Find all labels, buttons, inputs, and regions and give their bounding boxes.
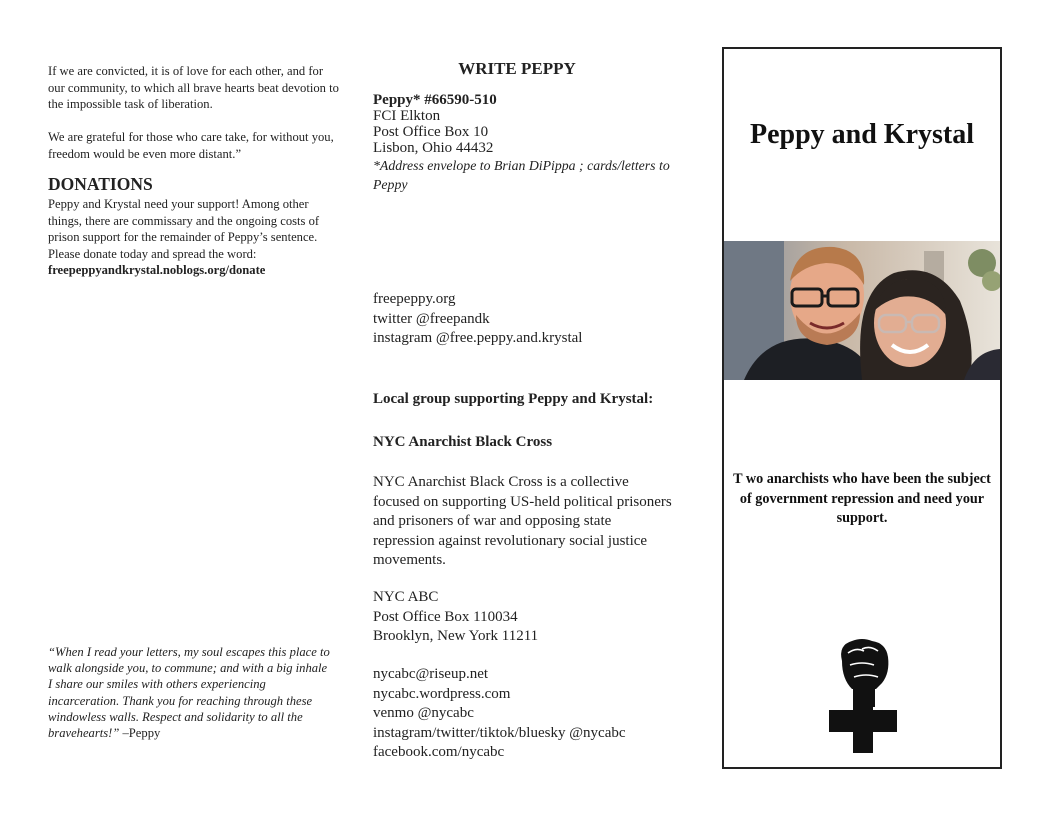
address-note: *Address envelope to Brian DiPippa ; cards/letters to Peppy [373,158,670,192]
link-instagram[interactable]: instagram @free.peppy.and.krystal [373,330,583,346]
abc-facebook[interactable]: facebook.com/nycabc [373,744,505,760]
link-website[interactable]: freepeppy.org [373,291,456,307]
abc-social[interactable]: instagram/twitter/tiktok/bluesky @nycabc [373,724,626,741]
fist-cross-icon [828,635,898,755]
abc-website[interactable]: nycabc.wordpress.com [373,685,511,702]
abc-description: NYC Anarchist Black Cross is a collective focused on supporting US-held political prisoners and prisoners of war and opposing state repression against revolutionary social justice movements. [373,474,672,568]
couple-photo-image [724,241,1000,380]
abc-address-line: Brooklyn, New York 11211 [373,628,539,644]
abc-venmo[interactable]: venmo @nycabc [373,705,474,721]
donations-link[interactable]: freepeppyandkrystal.noblogs.org/donate [48,263,266,277]
link-twitter[interactable]: twitter @freepandk [373,310,490,327]
abc-address-line: NYC ABC [373,589,439,605]
donations-heading: DONATIONS [48,174,153,194]
address-line: FCI Elkton [373,108,441,124]
cover-tagline: T wo anarchists who have been the subject of government repression and need your support. [733,471,991,526]
social-links [373,290,582,349]
quote-continuation: If we are convicted, it is of love for each other, and for our community, to which all brave hearts beat devotion to the impossible task of liberation. [48,64,339,111]
cover-panel [722,47,1002,769]
inmate-number: Peppy* #66590-510 [373,92,497,108]
peppy-quote-text: “When I read your letters, my soul escapes this place to walk alongside you, to commune; and with a big inhale I share our smiles with others experiencing incarceration. Thank you for reaching through these windowless walls. Respect and solidarity to all the bravehearts!” [48,645,330,741]
peppy-quote [48,644,333,741]
cover-title: Peppy and Krystal [749,119,975,150]
donations-body [48,196,340,279]
fist-cross-icon [828,635,898,755]
abc-heading: NYC Anarchist Black Cross [373,434,553,450]
abc-address [373,588,538,647]
peppy-attribution: –Peppy [119,726,161,741]
quote-continuation-2: We are grateful for those who care take, for without you, freedom would be even more distant.” [48,130,334,161]
abc-address-line: Post Office Box 110034 [373,608,518,625]
abc-email[interactable]: nycabc@riseup.net [373,666,489,682]
write-peppy-heading: WRITE PEPPY [458,59,576,78]
couple-photo [724,241,1000,380]
abc-contacts [373,665,626,763]
local-group-heading: Local group supporting Peppy and Krystal: [373,391,654,407]
address-line: Post Office Box 10 [373,124,489,140]
donations-text: Peppy and Krystal need your support! Among other things, there are commissary and the ongoing costs of prison support for the remainder of Peppy’s sentence. Please donate today and spread the word: [48,197,320,261]
mailing-address [373,92,683,194]
address-line: Lisbon, Ohio 44432 [373,140,494,156]
